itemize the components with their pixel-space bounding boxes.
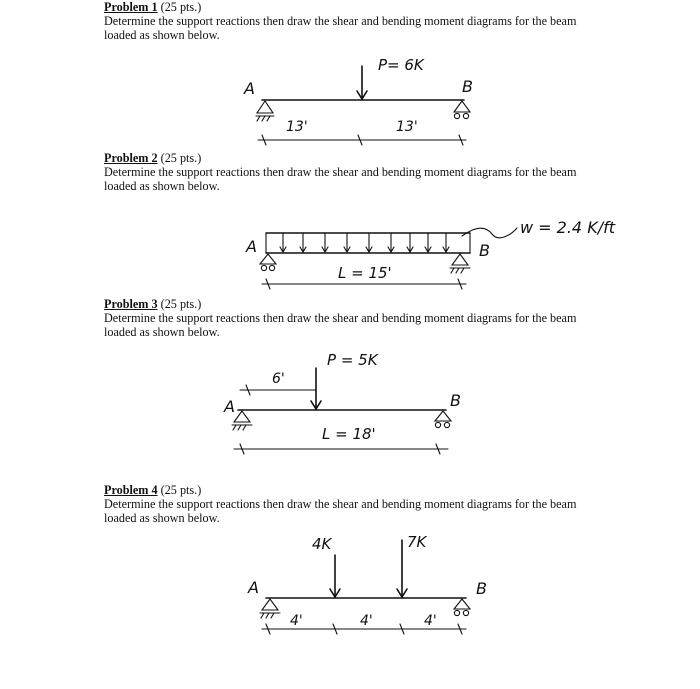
fig1-pin-support xyxy=(257,101,273,113)
problem-3-statement: Determine the support reactions then draw the shear and bending moment diagrams for the beam loaded as shown below. xyxy=(104,311,577,339)
figure-3-beam-diagram xyxy=(223,351,461,454)
problem-4-points: (25 pts.) xyxy=(160,483,202,497)
fig3-pin-support xyxy=(234,411,250,422)
problem-3-points: (25 pts.) xyxy=(160,297,202,311)
fig1-support-b: B xyxy=(462,77,473,96)
fig4-load-2-label: 7K xyxy=(407,533,427,551)
problem-3-title: Problem 3 xyxy=(104,297,158,311)
fig2-pin-support xyxy=(452,254,468,265)
fig3-roller-support xyxy=(435,411,451,421)
problem-2-points: (25 pts.) xyxy=(160,151,202,165)
fig4-dim-3: 4' xyxy=(424,613,437,629)
problem-4-title: Problem 4 xyxy=(104,483,158,497)
problem-2-title: Problem 2 xyxy=(104,151,158,165)
fig3-span-label: L = 18' xyxy=(322,425,376,443)
fig3-load-label: P = 5K xyxy=(327,351,378,369)
fig4-dim-1: 4' xyxy=(290,613,303,629)
fig1-roller-support xyxy=(454,101,470,112)
fig4-support-a: A xyxy=(248,578,259,597)
fig2-support-a: A xyxy=(246,237,257,256)
figure-1-beam-diagram xyxy=(243,56,473,145)
problem-1-title: Problem 1 xyxy=(104,0,158,14)
fig4-load-1-label: 4K xyxy=(312,535,332,553)
fig2-roller-support xyxy=(260,254,276,264)
fig2-distributed-load-arrows xyxy=(280,233,449,252)
problem-4-statement: Determine the support reactions then draw the shear and bending moment diagrams for the beam loaded as shown below. xyxy=(104,497,577,525)
fig3-support-b: B xyxy=(450,391,461,410)
fig4-roller-support xyxy=(454,599,470,609)
problem-1-statement: Determine the support reactions then draw the shear and bending moment diagrams for the beam loaded as shown below. xyxy=(104,14,577,42)
fig4-pin-support xyxy=(262,599,278,610)
fig2-load-label: w = 2.4 K/ft xyxy=(520,218,615,237)
figure-2-beam-diagram xyxy=(245,218,616,289)
fig1-support-a: A xyxy=(244,79,255,98)
figure-4-beam-diagram xyxy=(247,533,487,634)
fig2-span-label: L = 15' xyxy=(338,264,392,282)
problem-1-points: (25 pts.) xyxy=(160,0,202,14)
fig4-dim-2: 4' xyxy=(360,613,373,629)
problem-2-statement: Determine the support reactions then draw the shear and bending moment diagrams for the beam loaded as shown below. xyxy=(104,165,577,193)
fig4-support-b: B xyxy=(476,579,487,598)
fig1-load-label: P= 6K xyxy=(378,56,424,74)
fig3-load-dim-label: 6' xyxy=(272,371,285,387)
fig1-dim-right: 13' xyxy=(396,119,418,135)
fig2-support-b: B xyxy=(479,241,490,260)
fig1-dim-left: 13' xyxy=(286,119,308,135)
fig3-support-a: A xyxy=(224,397,235,416)
